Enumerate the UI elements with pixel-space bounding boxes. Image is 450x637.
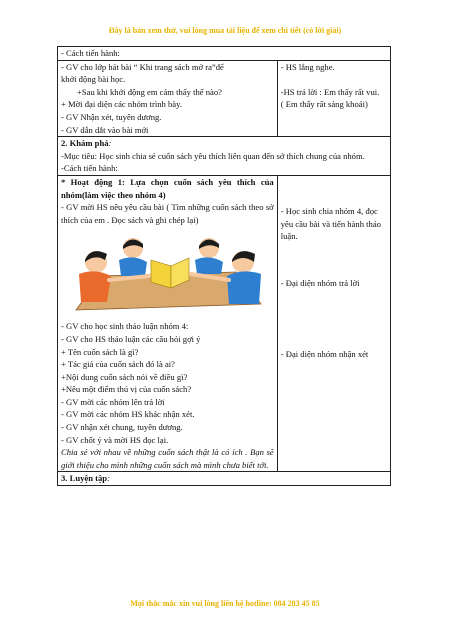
lesson-plan-table: [57, 46, 391, 486]
activity-line: - GV mời các nhóm lên trả lời: [61, 396, 165, 407]
student-line: ( Em thấy rất sảng khoái): [280, 99, 368, 110]
practice-cell: [58, 472, 391, 486]
row-activity: [58, 175, 391, 472]
warmup-line: - GV dẫn dắt vào bài mới: [61, 124, 149, 135]
warmup-line: khởi động bài học.: [61, 74, 126, 85]
row-practice: [58, 472, 391, 486]
activity-intro: - GV mời HS nêu yêu cầu bài ( Tìm những cuốn sách theo sở thích của em . Đọc sách và ghi chép lại): [61, 202, 274, 225]
row-procedure: [58, 47, 391, 61]
activity-line: - GV cho HS thảo luận các câu hỏi gợi ý: [61, 333, 201, 344]
activity-line: - GV chốt ý và mời HS đọc lại.: [61, 434, 169, 445]
student-answer-text: - Đại diện nhóm trả lời: [280, 277, 360, 288]
activity-line: + Tên cuốn sách là gì?: [61, 346, 139, 357]
practice-heading-num: 3. Luyện tập: [61, 473, 108, 484]
student-review-text: - Đại diện nhóm nhận xét: [280, 348, 369, 359]
student-line: - HS lắng nghe.: [280, 61, 335, 72]
spacer: [281, 73, 387, 86]
activity-line: - GV cho học sinh thảo luận nhóm 4:: [61, 321, 189, 332]
warmup-line: - GV cho lớp hát bài “ Khi trang sách mở ra”để: [61, 61, 224, 72]
activity-line: - GV nhận xét chung, tuyên dương.: [61, 422, 183, 433]
explore-heading-colon: :: [108, 138, 112, 149]
spacer: [281, 176, 387, 189]
spacer: [281, 189, 387, 202]
warmup-line: +Sau khi khởi động em cảm thấy thế nào?: [77, 86, 222, 97]
activity-student-cell: [277, 175, 390, 472]
practice-heading-colon: :: [107, 473, 110, 484]
practice-heading: [61, 472, 387, 485]
explore-heading: [61, 137, 387, 150]
student-line: -HS trả lời : Em thấy rất vui.: [280, 86, 380, 97]
warmup-teacher-cell: [58, 60, 278, 137]
explore-procedure: -Cách tiến hành:: [61, 163, 118, 174]
warmup-student-cell: [277, 60, 390, 137]
children-reading-illustration: [61, 232, 271, 318]
row-warmup: [58, 60, 391, 137]
explore-goal: -Mục tiêu: Học sinh chia sẻ cuốn sách yêu thích liên quan đến sở thích chung của nhóm.: [61, 150, 365, 161]
activity-title: * Hoạt động 1: Lựa chọn cuốn sách yêu thích của nhóm(làm việc theo nhóm 4): [61, 176, 274, 200]
activity-line: + Tác giả của cuốn sách đó là ai?: [61, 359, 175, 370]
procedure-text: - Cách tiến hành:: [61, 48, 120, 58]
explore-cell: [58, 137, 391, 176]
activity-line: - GV mời các nhóm HS khác nhận xét.: [61, 409, 195, 420]
row-explore: [58, 137, 391, 176]
activity-teacher-cell: [58, 175, 278, 472]
activity-conclusion: Chia sẻ với nhau về những cuốn sách thật là có ích . Bạn sẽ giới thiệu cho mình những cuốn sách mà mình chưa biết tới.: [61, 447, 274, 470]
preview-notice: Đây là bản xem thử, vui lòng mua tài liệu để xem chi tiết (có lời giải): [108, 26, 342, 35]
warmup-line: + Mời đại diện các nhóm trình bày.: [61, 99, 183, 110]
activity-line: +Nội dung cuốn sách nói về điều gì?: [61, 371, 188, 382]
activity-line: +Nêu một điểm thú vị của cuốn sách?: [61, 384, 192, 395]
student-group-text: - Học sinh chia nhóm 4, đọc yêu cầu bài và tiến hành thảo luận.: [280, 206, 381, 242]
procedure-cell: [58, 47, 391, 61]
hotline-notice: Mọi thắc mắc xin vui lòng liên hệ hotline: 084 283 45 85: [130, 599, 320, 608]
warmup-line: - GV Nhận xét, tuyên dương.: [61, 111, 162, 122]
explore-heading-num: 2. Khám phá: [61, 138, 109, 149]
